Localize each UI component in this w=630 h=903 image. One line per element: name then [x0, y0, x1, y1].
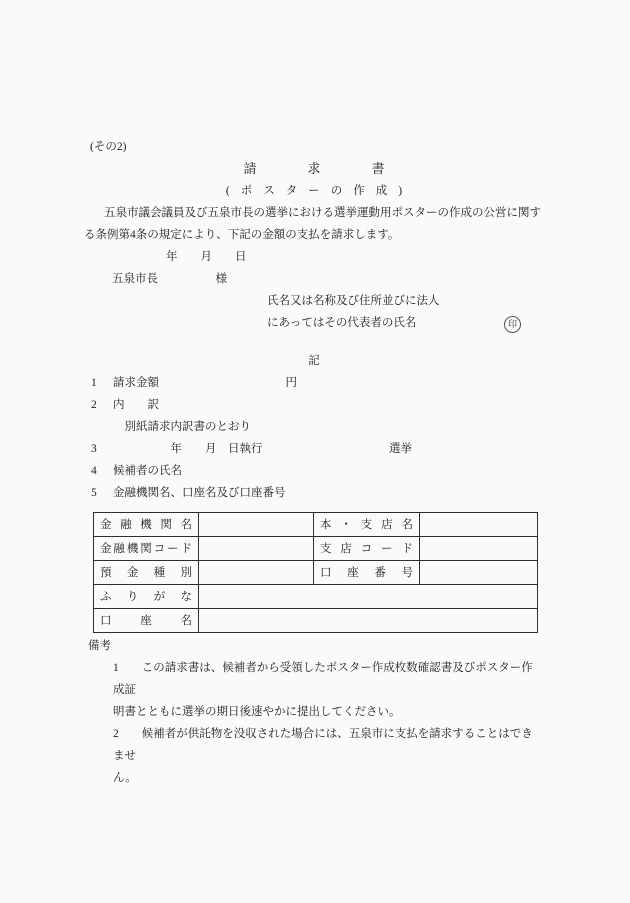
value-branch-code	[420, 537, 538, 561]
bank-account-table	[93, 512, 538, 633]
note-line: 明書とともに選挙の期日後速やかに提出してください。	[113, 706, 401, 718]
applicant-note-line: にあってはその代表者の氏名	[267, 317, 417, 329]
label-branch-code: 支店コード	[314, 537, 420, 561]
table-row	[94, 513, 538, 537]
label-financial-institution-code: 金融機関コード	[94, 537, 199, 561]
document-subtitle	[84, 180, 544, 202]
item-text: 年 月 日執行 選挙	[113, 443, 412, 455]
value-furigana	[199, 585, 538, 609]
item-number: 4	[91, 465, 97, 477]
remark-note	[84, 723, 544, 789]
remarks-heading: 備考	[88, 640, 111, 652]
item-number: 3	[91, 443, 97, 455]
record-heading: 記	[308, 355, 320, 367]
list-item	[91, 416, 544, 438]
spacer	[84, 334, 544, 350]
item-number: 5	[91, 487, 97, 499]
date-line: 年 月 日	[166, 251, 247, 263]
note-line: 2 候補者が供託物を没収された場合には、五泉市に支払を請求することはできませ	[113, 728, 533, 762]
table-row	[94, 609, 538, 633]
list-item	[91, 372, 544, 394]
seal-icon: 印	[504, 316, 521, 333]
addressee-line: 五泉市長 様	[112, 273, 227, 285]
label-account-name: 口座名	[94, 609, 199, 633]
item-text: 内 訳	[113, 399, 159, 411]
item-text: 候補者の氏名	[113, 465, 182, 477]
label-financial-institution-name: 金融機関名	[94, 513, 199, 537]
document-title	[84, 158, 544, 180]
value-branch-name	[420, 513, 538, 537]
item-text: 別紙請求内訳書のとおり	[113, 421, 251, 433]
label-branch-name: 本・支店名	[314, 513, 420, 537]
label-account-number: 口座番号	[314, 561, 420, 585]
intro-paragraph-line: 五泉市議会議員及び五泉市長の選挙における選挙運動用ポスターの作成の公営に関す	[104, 207, 541, 219]
value-account-number	[420, 561, 538, 585]
item-text: 金融機関名、口座名及び口座番号	[113, 487, 286, 499]
value-deposit-type	[199, 561, 314, 585]
list-item	[91, 460, 544, 482]
note-line: ん。	[113, 772, 137, 784]
remarks-section	[84, 635, 544, 789]
list-item	[91, 438, 544, 460]
value-financial-institution-name	[199, 513, 314, 537]
intro-paragraph-line: る条例第4条の規定により、下記の金額の支払を請求します。	[84, 229, 400, 241]
form-number: (その2)	[90, 141, 127, 153]
applicant-name-block	[267, 290, 544, 334]
label-deposit-type: 預金種別	[94, 561, 199, 585]
item-number: 2	[91, 399, 97, 411]
value-account-name	[199, 609, 538, 633]
list-item	[91, 394, 544, 416]
form-body	[84, 136, 544, 789]
remark-note	[84, 657, 544, 723]
item-text: 請求金額 円	[113, 377, 297, 389]
note-line: 1 この請求書は、候補者から受領したポスター作成枚数確認書及びポスター作成証	[113, 662, 533, 696]
table-row	[94, 585, 538, 609]
applicant-note-line: 氏名又は名称及び住所並びに法人	[267, 295, 440, 307]
list-item	[91, 482, 544, 504]
table-row	[94, 537, 538, 561]
table-row	[94, 561, 538, 585]
label-furigana: ふりがな	[94, 585, 199, 609]
document-subtitle-text: (ポスターの作成)	[225, 185, 414, 197]
item-number	[91, 416, 113, 438]
item-number: 1	[91, 377, 97, 389]
value-financial-institution-code	[199, 537, 314, 561]
document-title-text: 請求書	[243, 161, 436, 176]
